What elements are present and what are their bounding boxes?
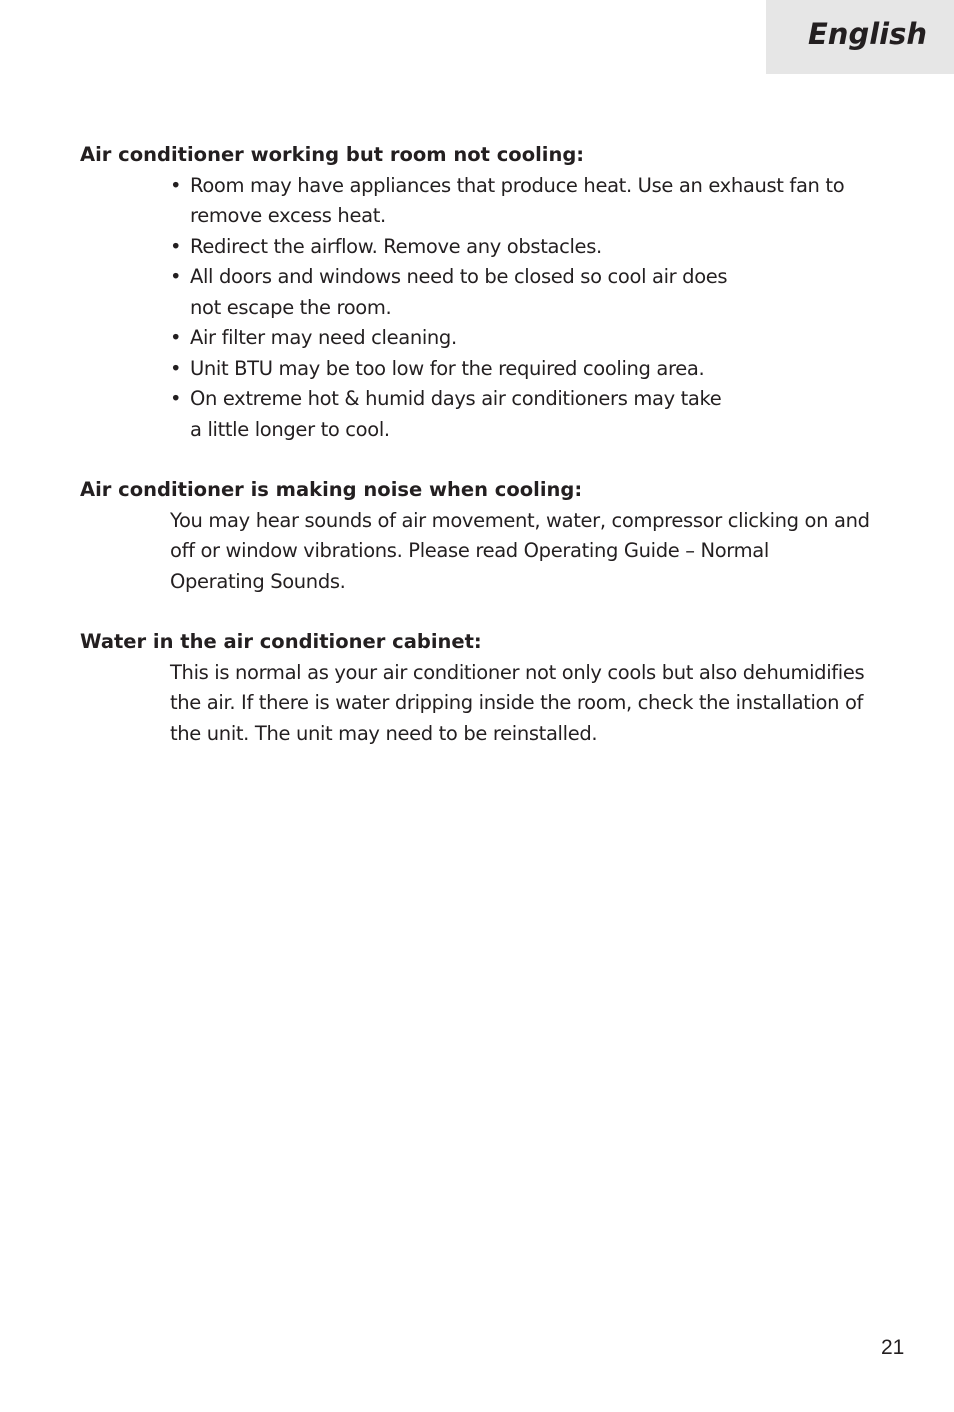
troubleshooting-section-water <box>80 627 900 749</box>
language-tab <box>766 0 954 74</box>
list-item <box>170 384 900 445</box>
list-item-line: On extreme hot & humid days air conditioners may take <box>190 387 722 410</box>
cause-list <box>80 171 900 446</box>
language-tab-label: English <box>808 17 928 51</box>
list-item-line: Redirect the airflow. Remove any obstacles. <box>190 234 602 258</box>
bullet-icon: • <box>170 265 182 288</box>
list-item-line: Unit BTU may be too low for the required cooling area. <box>190 356 705 380</box>
list-item <box>170 232 900 263</box>
list-item-line: All doors and windows need to be closed so cool air does <box>190 265 728 288</box>
bullet-icon: • <box>170 356 182 380</box>
paragraph-line: You may hear sounds of air movement, water, compressor clicking on and <box>170 508 870 532</box>
list-item-line: not escape the room. <box>190 295 392 319</box>
bullet-icon: • <box>170 387 182 410</box>
bullet-icon: • <box>170 173 182 197</box>
list-item-line: a little longer to cool. <box>190 417 390 441</box>
list-item <box>170 323 900 354</box>
section-heading: Air conditioner working but room not cooling: <box>80 143 585 166</box>
list-item-line: Air filter may need cleaning. <box>190 326 457 349</box>
bullet-icon: • <box>170 326 182 349</box>
list-item <box>170 171 900 232</box>
paragraph-line: Operating Sounds. <box>170 569 346 593</box>
paragraph-line: off or window vibrations. Please read Operating Guide – Normal <box>170 539 769 562</box>
paragraph-line: This is normal as your air conditioner not only cools but also dehumidifies <box>170 660 865 684</box>
bullet-icon: • <box>170 234 182 258</box>
list-item-line: Room may have appliances that produce heat. Use an exhaust fan to <box>190 173 845 197</box>
paragraph-line: the unit. The unit may need to be reinstalled. <box>170 721 598 745</box>
list-item <box>170 262 900 323</box>
page-number: 21 <box>881 1336 905 1359</box>
list-item <box>170 354 900 385</box>
troubleshooting-section-not-cooling <box>80 140 900 445</box>
section-paragraph <box>80 506 900 598</box>
troubleshooting-section-noise <box>80 475 900 597</box>
section-heading: Water in the air conditioner cabinet: <box>80 630 482 653</box>
section-paragraph <box>80 658 900 750</box>
list-item-line: remove excess heat. <box>190 204 386 227</box>
paragraph-line: the air. If there is water dripping inside the room, check the installation of <box>170 691 864 714</box>
section-heading: Air conditioner is making noise when cooling: <box>80 478 583 501</box>
